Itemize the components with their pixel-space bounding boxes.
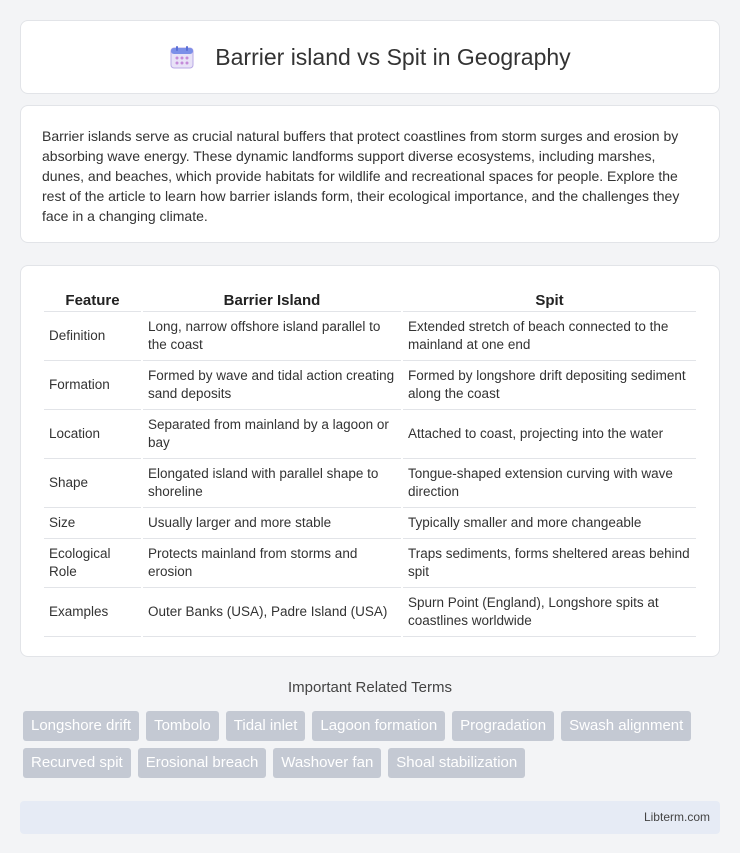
barrier-island-cell: Formed by wave and tidal action creating sand deposits: [143, 361, 401, 410]
spit-cell: Tongue-shaped extension curving with wave direction: [403, 459, 696, 508]
related-term-tag[interactable]: Tidal inlet: [226, 711, 306, 741]
related-term-tag[interactable]: Washover fan: [273, 748, 381, 778]
spit-cell: Spurn Point (England), Longshore spits at coastlines worldwide: [403, 588, 696, 637]
spit-cell: Formed by longshore drift depositing sediment along the coast: [403, 361, 696, 410]
related-term-tag[interactable]: Longshore drift: [23, 711, 139, 741]
intro-paragraph: Barrier islands serve as crucial natural buffers that protect coastlines from storm surges and erosion by absorbing wave energy. These dynamic landforms support diverse ecosystems, including marshes, dunes, and beaches, which provide habitats for wildlife and recreational spaces for people. Explore the rest of the article to learn how barrier islands form, their ecological importance, and the challenges they face in a changing climate.: [42, 128, 680, 224]
related-term-tag[interactable]: Recurved spit: [23, 748, 131, 778]
comparison-table: [42, 284, 698, 637]
feature-cell: Location: [44, 410, 141, 459]
footer-brand-link[interactable]: Libterm.com: [643, 810, 710, 824]
column-header-barrier-island: Barrier Island: [143, 284, 401, 312]
spit-cell: Attached to coast, projecting into the water: [403, 410, 696, 459]
spit-cell: Extended stretch of beach connected to the mainland at one end: [403, 312, 696, 361]
related-term-tag[interactable]: Erosional breach: [138, 748, 267, 778]
table-row: [44, 539, 696, 588]
feature-cell: Formation: [44, 361, 141, 410]
comparison-table-card: [20, 265, 720, 657]
title-card: [20, 20, 720, 94]
calendar-icon: [169, 44, 195, 70]
intro-card: [20, 105, 720, 243]
feature-cell: Ecological Role: [44, 539, 141, 588]
table-header-row: [44, 284, 696, 312]
related-term-tag[interactable]: Swash alignment: [561, 711, 691, 741]
spit-cell: Traps sediments, forms sheltered areas behind spit: [403, 539, 696, 588]
related-term-tag[interactable]: Progradation: [452, 711, 554, 741]
barrier-island-cell: Outer Banks (USA), Padre Island (USA): [143, 588, 401, 637]
barrier-island-cell: Protects mainland from storms and erosion: [143, 539, 401, 588]
table-row: [44, 459, 696, 508]
barrier-island-cell: Elongated island with parallel shape to shoreline: [143, 459, 401, 508]
related-terms-heading: Important Related Terms: [288, 679, 452, 696]
related-terms-list: [23, 711, 703, 778]
feature-cell: Shape: [44, 459, 141, 508]
footer: [20, 801, 720, 834]
related-term-tag[interactable]: Shoal stabilization: [388, 748, 525, 778]
feature-cell: Size: [44, 508, 141, 539]
table-row: [44, 588, 696, 637]
table-row: [44, 312, 696, 361]
barrier-island-cell: Separated from mainland by a lagoon or bay: [143, 410, 401, 459]
related-term-tag[interactable]: Tombolo: [146, 711, 219, 741]
table-row: [44, 410, 696, 459]
barrier-island-cell: Usually larger and more stable: [143, 508, 401, 539]
table-row: [44, 508, 696, 539]
column-header-feature: Feature: [44, 284, 141, 312]
table-row: [44, 361, 696, 410]
feature-cell: Definition: [44, 312, 141, 361]
related-term-tag[interactable]: Lagoon formation: [312, 711, 445, 741]
barrier-island-cell: Long, narrow offshore island parallel to the coast: [143, 312, 401, 361]
column-header-spit: Spit: [403, 284, 696, 312]
page-title: Barrier island vs Spit in Geography: [215, 43, 571, 70]
feature-cell: Examples: [44, 588, 141, 637]
spit-cell: Typically smaller and more changeable: [403, 508, 696, 539]
